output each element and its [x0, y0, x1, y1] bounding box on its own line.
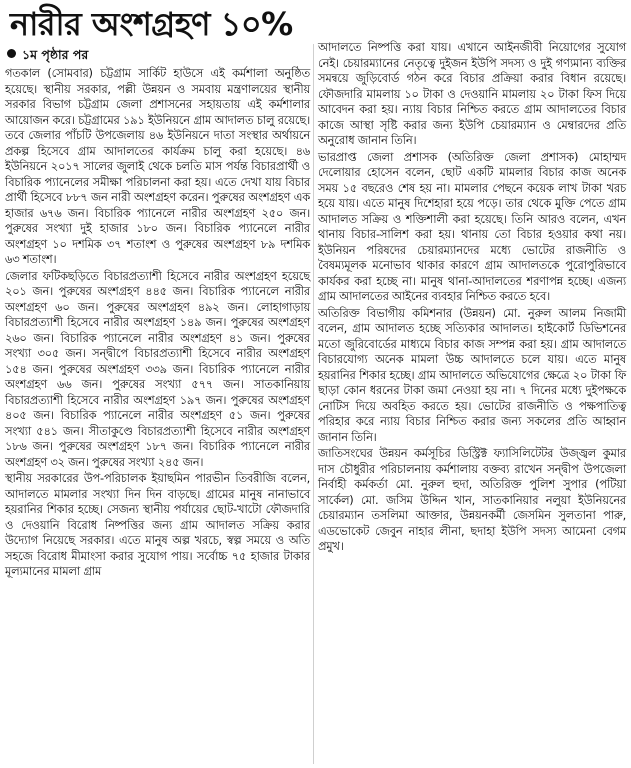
- paragraph: গতকাল (সোমবার) চট্টগ্রাম সার্কিট হাউসে এই কর্মশালা অনুষ্ঠিত হয়েছে। স্থানীয় সরকার, পল্লী উন্নয়ন ও সমবায় মন্ত্রণালয়ের স্থানীয় সরকার বিভাগ চট্টগ্রাম জেলা প্রশাসনের সহায়তায় এই কর্মশালার আয়োজন করে। চট্টগ্রামের ১৯১ ইউনিয়নে গ্রাম আদালত চালু রয়েছে। তবে জেলার পাঁচটি উপজেলায় ৪৬ ইউনিয়নে দাতা সংস্থার অর্থায়নে প্রকল্প হিসেবে গ্রাম আদালতের কার্যক্রম চালু করা হয়েছে। ৪৬ ইউনিয়নে ২০১৭ সালের জুলাই থেকে চলতি মাস পর্যন্ত বিচারপ্রার্থী ও বিচারিক প্যানেলের সমীক্ষা পরিচালনা করা হয়। এতে দেখা যায় বিচার প্রার্থী হিসেবে ৮৮৭ জন নারী অংশগ্রহণ করেন। পুরুষের অংশগ্রহণ এক হাজার ৬৭৬ জন। বিচারিক প্যানেলে নারীর অংশগ্রহণ ২৫০ জন। পুরুষের সংখ্যা দুই হাজার ১৮০ জন। বিচারিক প্যানেলে নারীর অংশগ্রহণ ১০ দশমিক ৩৭ শতাংশ ও পুরুষের অংশগ্রহণ ৮৯ দশমিক ৬৩ শতাংশ।: [5, 66, 310, 266]
- continued-from-label: ১ম পৃষ্ঠার পর: [22, 47, 89, 62]
- paragraph: আদালতে নিষ্পত্তি করা যায়। এখানে আইনজীবী নিয়োগের সুযোগ নেই। চেয়ারম্যানের নেতৃত্বে দুইজন ইউপি সদস্য ও দুই গণ্যমান্য ব্যক্তির সমন্বয়ে জুড়িবোর্ড গঠন করে বিচার প্রক্রিয়া করার বিধান রয়েছে। ফৌজদারি মামলায় ১০ টাকা ও দেওয়ানি মামলায় ২০ টাকা ফিস দিয়ে আবেদন করা হয়। ন্যায় বিচার নিশ্চিত করতে গ্রাম আদালতের বিচার কাজে আস্থা সৃষ্টি করার জন্য ইউপি চেয়ারম্যান ও মেম্বারদের প্রতি অনুরোধ জানান তিনি।: [318, 40, 626, 147]
- right-column: [318, 40, 626, 556]
- continuation-marker: [5, 46, 310, 64]
- bullet-icon: [7, 49, 16, 58]
- paragraph: অতিরিক্ত বিভাগীয় কমিশনার (উন্নয়ন) মো. নুরুল আলম নিজামী বলেন, গ্রাম আদালত হচ্ছে সত্যিকার আদালত। হাইকোর্ট ডিভিশনের মতো জুরিবোর্ডের মাধ্যমে বিচার কাজ সম্পন্ন করা হয়। গ্রাম আদালতে বিচারযোগ্য অনেক মামলা উচ্চ আদালতে চলে যায়। এতে মানুষ হয়রানির শিকার হচ্ছে। গ্রাম আদালতে অভিযোগের ক্ষেত্রে ২০ টাকা ফি ছাড়া কোন ধরনের টাকা জমা নেওয়া হয় না। ৭ দিনের মধ্যে দুইপক্ষকে নোটিস দিয়ে অবহিত করতে হয়। ভোটের রাজনীতি ও পক্ষপাতিত্ব পরিহার করে ন্যায় বিচার নিশ্চিত করার জন্য সকলের প্রতি আহ্বান জানান তিনি।: [318, 305, 626, 444]
- paragraph: জাতিসংঘের উন্নয়ন কর্মসূচির ডিস্ট্রিক্ট ফ্যাসিলিটেটর উজ্জ্বল কুমার দাস চৌধুরীর পরিচালনায় কর্মশালায় বক্তব্য রাখেন সন্দ্বীপ উপজেলা নির্বাহী কর্মকর্তা মো. নুরুল হুদা, অতিরিক্ত পুলিশ সুপার (পটিয়া সার্কেল) মো. জসিম উদ্দিন খান, সাতকানিয়ার নলুয়া ইউনিয়নের চেয়ারম্যান তসলিমা আক্তার, উন্নয়নকর্মী জেসমিন সুলতানা পারু, এডভোকেট জেবুন নাহার লীনা, ছদাহা ইউপি সদস্য আমেনা বেগম প্রমুখ।: [318, 446, 626, 553]
- column-divider: [313, 44, 314, 764]
- paragraph: জেলার ফটিকছড়িতে বিচারপ্রত্যাশী হিসেবে নারীর অংশগ্রহণ হয়েছে ২০১ জন। পুরুষের অংশগ্রহণ ৪৪৫ জন। বিচারিক প্যানেলে নারীর অংশগ্রহণ ৬০ জন। পুরুষের অংশগ্রহণ ৪৯২ জন। লোহাগাড়ায় বিচারপ্রত্যাশী হিসেবে নারীর অংশগ্রহণ ১৪৯ জন। পুরুষের অংশগ্রহণ ২৬০ জন। বিচারিক প্যানেলে নারীর অংশগ্রহণ ৪১ জন। পুরুষের সংখ্যা ৩০৫ জন। সন্দ্বীপে বিচারপ্রত্যাশী হিসেবে নারীর অংশগ্রহণ ১৫৪ জন। পুরুষের অংশগ্রহণ ৩৩৯ জন। বিচারিক প্যানেলে নারীর অংশগ্রহণ ৬৬ জন। পুরুষের সংখ্যা ৫৭৭ জন। সাতকানিয়ায় বিচারপ্রত্যাশী হিসেবে নারীর অংশগ্রহণ ১৯৭ জন। পুরুষের অংশগ্রহণ ৪০৫ জন। বিচারিক প্যানেলে নারীর অংশগ্রহণ ৫১ জন। পুরুষের সংখ্যা ৫৪১ জন। সীতাকুণ্ডে বিচারপ্রত্যাশী হিসেবে নারীর অংশগ্রহণ ১৮৬ জন। পুরুষের অংশগ্রহণ ১৮৭ জন। বিচারিক প্যানেলে নারীর অংশগ্রহণ ৩২ জন। পুরুষের সংখ্যা ২৪৫ জন।: [5, 268, 310, 469]
- headline: নারীর অংশগ্রহণ ১০%: [10, 5, 293, 43]
- paragraph: ভারপ্রাপ্ত জেলা প্রশাসক (অতিরিক্ত জেলা প্রশাসক) মোহাম্মদ দেলোয়ার হোসেন বলেন, ছোট একটি মামলার বিচার কাজ অনেক সময় ১৫ বছরেও শেষ হয় না। মামলার পেছনে কয়েক লাখ টাকা খরচ হয়ে যায়। এতে মানুষ দিশেহারা হয়ে পড়ে। তার থেকে মুক্তি পেতে গ্রাম আদালত সক্রিয় ও শক্তিশালী করা হয়েছে। তিনি আরও বলেন, এখন থানায় বিচার-সালিশ করা হয়। থানায় তো বিচার হওয়ার কথা নয়। ইউনিয়ন পরিষদের চেয়ারম্যানদের মধ্যে ভোটের রাজনীতি ও বৈষম্যমূলক মনোভাব থাকার কারণে গ্রাম আদালতকে পুরোপুরিভাবে কার্যকর করা হচ্ছে না। মানুষ থানা-আদালতের শরণাপন্ন হচ্ছে। এজন্য গ্রাম আদালতের আইনের ব্যবহার নিশ্চিত করতে হবে।: [318, 149, 626, 303]
- left-column: [5, 46, 310, 581]
- paragraph: স্থানীয় সরকারের উপ-পরিচালক ইয়াছমিন পারভীন তিবরীজি বলেন, আদালতে মামলার সংখ্যা দিন দিন বাড়ছে। গ্রামের মানুষ নানাভাবে হয়রানির শিকার হচ্ছে। সেজন্য স্থানীয় পর্যায়ের ছোট-খাটো ফৌজদারি ও দেওয়ানি বিরোধ নিষ্পত্তির জন্য গ্রাম আদালত সক্রিয় করার উদ্যোগ নিয়েছে সরকার। এতে মানুষ অল্প খরচে, স্বল্প সময়ে ও অতি সহজে বিরোধ মীমাংসা করার সুযোগ পায়। সর্বোচ্চ ৭৫ হাজার টাকার মূল্যমানের মামলা গ্রাম: [5, 471, 310, 578]
